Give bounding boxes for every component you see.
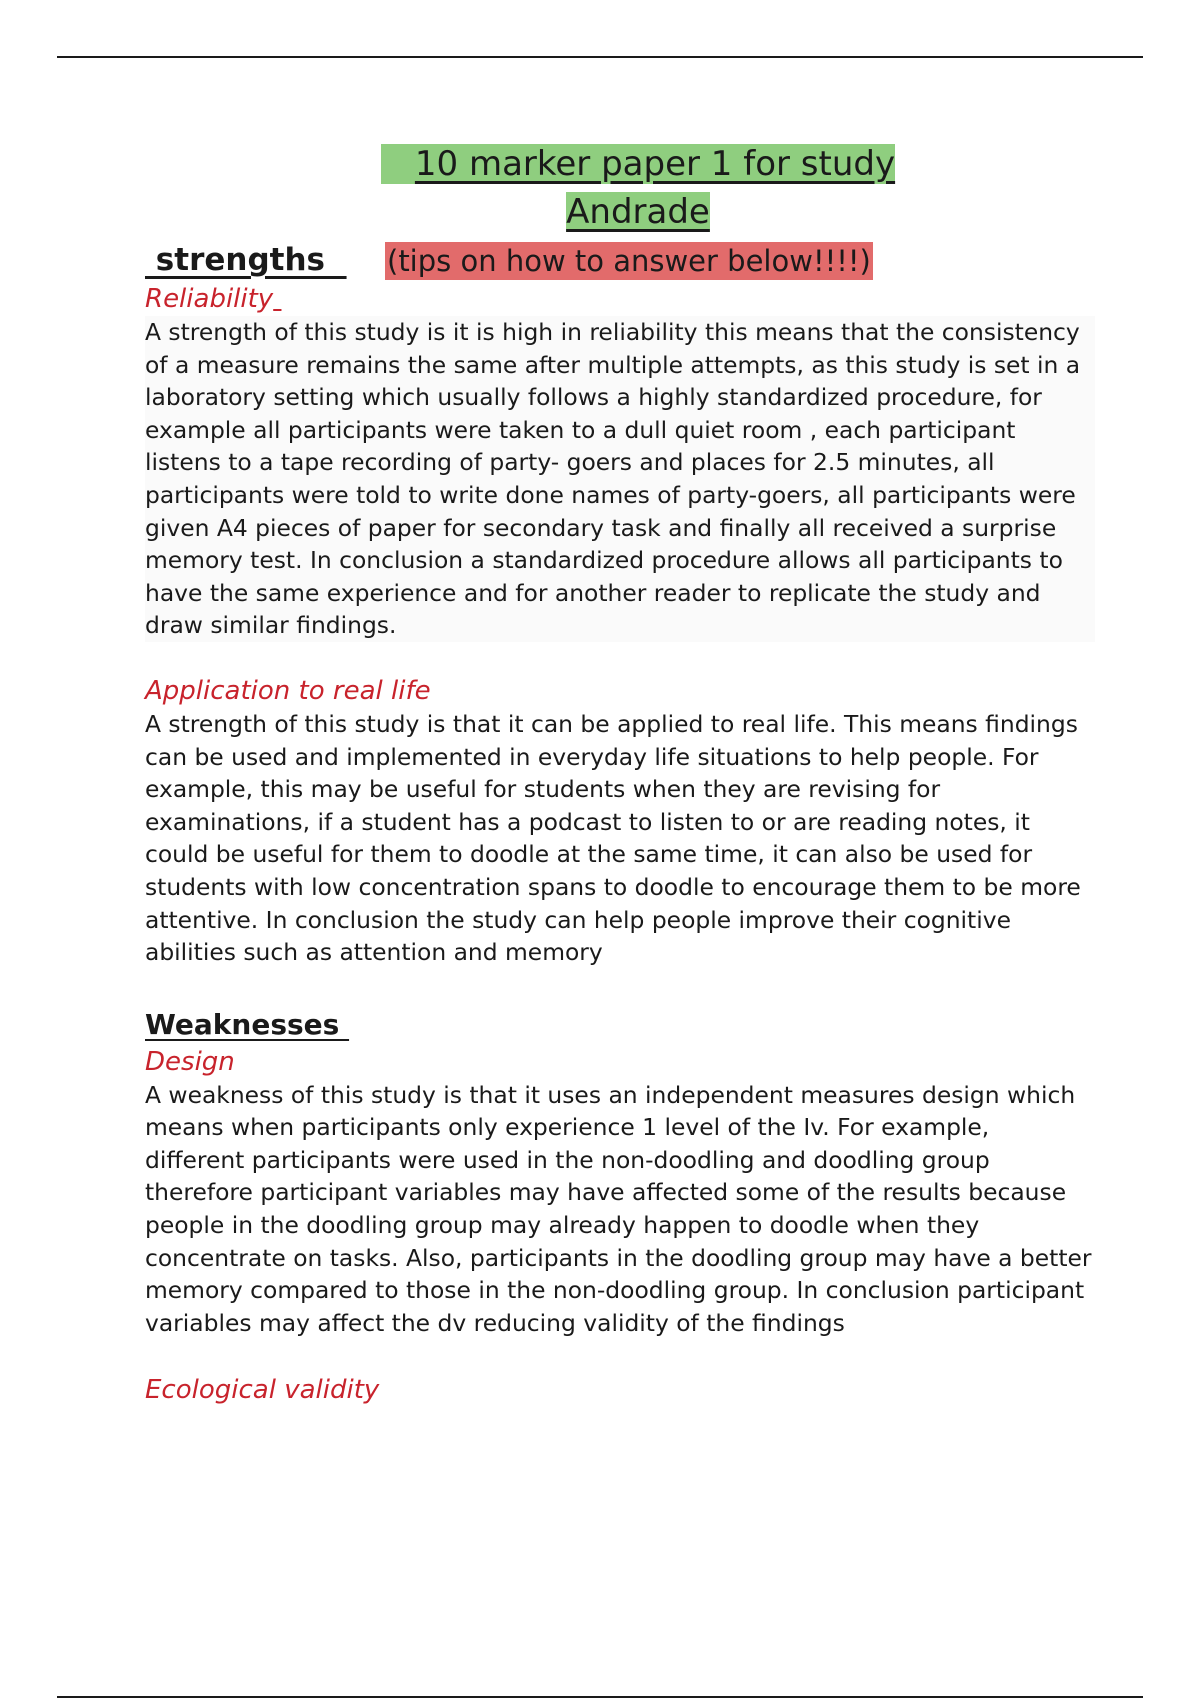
design-heading: Design xyxy=(145,1046,235,1077)
title-line-1 xyxy=(181,140,1095,188)
strengths-heading: strengths xyxy=(145,242,347,278)
application-paragraph: A strength of this study is that it can be applied to real life. This means findings can be used and implemented in everyday life situations to help people. For example, this may be useful for students when they are revising for examinations, if a student has a podcast to listen to or are reading notes, it could be useful for them to doodle at the same time, it can also be used for students with low concentration spans to doodle to encourage them to be more attentive. In conclusion the study can help people improve their cognitive abilities such as attention and memory xyxy=(145,709,1081,967)
application-heading: Application to real life xyxy=(145,675,431,706)
ecological-validity-heading: Ecological validity xyxy=(145,1375,380,1406)
design-paragraph: A weakness of this study is that it uses an independent measures design which means when participants only experience 1 level of the Iv. For example, different participants were used in the non-doodling and doodling group therefore participant variables may have affected some of the results because people in the doodling group may already happen to doodle when they concentrate on tasks. Also, participants in the doodling group may have a better memory compared to those in the non-doodling group. In conclusion participant variables may affect the dv reducing validity of the findings xyxy=(145,1080,1092,1337)
reliability-heading-text: Reliability xyxy=(145,284,274,314)
strengths-row xyxy=(145,238,1095,282)
reliability-heading xyxy=(145,282,1095,316)
title-line-2 xyxy=(181,188,1095,236)
top-rule xyxy=(57,56,1143,58)
bottom-rule xyxy=(57,1696,1143,1698)
title-text: 10 marker paper 1 for study xyxy=(381,144,895,184)
tips-note: (tips on how to answer below!!!!) xyxy=(387,244,871,278)
weaknesses-heading: Weaknesses xyxy=(145,1007,350,1041)
document-body xyxy=(145,140,1095,1407)
reliability-paragraph: A strength of this study is it is high in reliability this means that the consistency of a measure remains the same after multiple attempts, as this study is set in a laboratory setting which usually follows a highly standardized procedure, for example all participants were taken to a dull quiet room , each participant listens to a tape recording of party- goers and places for 2.5 minutes, all participants were told to write done names of party-goers, all participants were given A4 pieces of paper for secondary task and finally all received a surprise memory test. In conclusion a standardized procedure allows all participants to have the same experience and for another reader to replicate the study and draw similar findings. xyxy=(145,316,1095,642)
title-study-name: Andrade xyxy=(566,192,710,232)
